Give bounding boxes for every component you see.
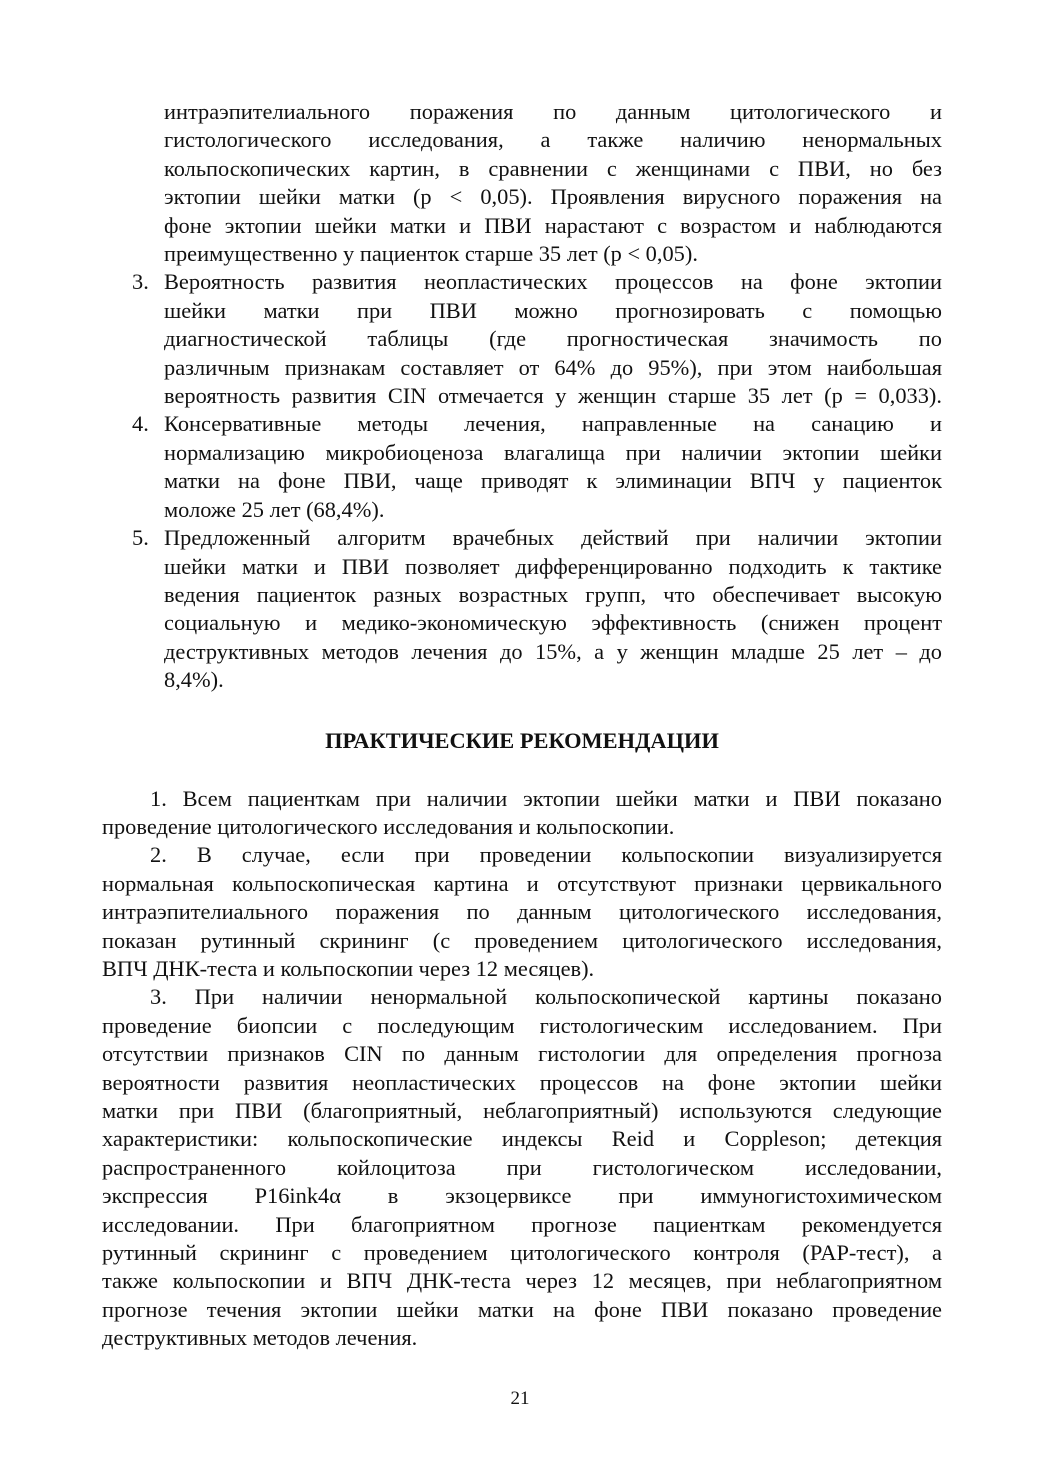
- recommendations: [102, 785, 942, 1353]
- text-line: гистологического исследования, а также наличию ненормальных: [164, 127, 942, 153]
- conclusions-list: [102, 268, 942, 694]
- item-number: 5.: [132, 525, 149, 551]
- text-line: 1. Всем пациенткам при наличии эктопии шейки матки и ПВИ показано: [150, 785, 942, 811]
- text-line: ВПЧ ДНК-теста и кольпоскопии через 12 месяцев).: [102, 955, 595, 981]
- text-line: шейки матки и ПВИ позволяет дифференцированно подходить к тактике: [164, 553, 942, 579]
- section-title: ПРАКТИЧЕСКИЕ РЕКОМЕНДАЦИИ: [325, 727, 719, 753]
- text-line: прогнозе течения эктопии шейки матки на фоне ПВИ показано проведение: [102, 1296, 942, 1322]
- text-line: Вероятность развития неопластических процессов на фоне эктопии: [164, 269, 942, 295]
- text-line: распространенного койлоцитоза при гистологическом исследовании,: [102, 1154, 942, 1180]
- item-number: 4.: [132, 411, 149, 437]
- text-line: 3. При наличии ненормальной кольпоскопической картины показано: [150, 984, 942, 1010]
- continuation-paragraph: [102, 98, 942, 268]
- conclusion-item: [102, 524, 942, 694]
- recommendation-item: [102, 785, 942, 842]
- text-line: характеристики: кольпоскопические индексы Reid и Coppleson; детекция: [102, 1126, 942, 1152]
- text-line: деструктивных методов лечения до 15%, а у женщин младше 25 лет – до: [164, 638, 942, 664]
- text-line: интраэпителиального поражения по данным цитологического и: [164, 99, 942, 124]
- page-number: 21: [510, 1388, 530, 1409]
- text-line: деструктивных методов лечения.: [102, 1325, 418, 1351]
- text-line: эктопии шейки матки (p < 0,05). Проявления вирусного поражения на: [164, 184, 942, 210]
- text-line: рутинный скрининг с проведением цитологического контроля (PAP-тест), а: [102, 1240, 942, 1266]
- recommendation-item: [102, 841, 942, 983]
- text-line: кольпоскопических картин, в сравнении с женщинами с ПВИ, но без: [164, 155, 942, 181]
- text-line: матки на фоне ПВИ, чаще приводят к элиминации ВПЧ у пациенток: [164, 468, 942, 494]
- text-line: 8,4%).: [164, 667, 224, 693]
- text-line: Консервативные методы лечения, направленные на санацию и: [164, 411, 942, 437]
- text-line: фоне эктопии шейки матки и ПВИ нарастают с возрастом и наблюдаются: [164, 212, 942, 238]
- text-line: нормальная кольпоскопическая картина и отсутствуют признаки цервикального: [102, 870, 942, 896]
- text-line: нормализацию микробиоценоза влагалища при наличии эктопии шейки: [164, 439, 942, 465]
- text-line: 2. В случае, если при проведении кольпоскопии визуализируется: [150, 842, 942, 868]
- text-line: Предложенный алгоритм врачебных действий при наличии эктопии: [164, 525, 942, 551]
- conclusion-item: [102, 410, 942, 524]
- text-line: преимущественно у пациенток старше 35 лет (p < 0,05).: [164, 241, 698, 267]
- recommendation-item: [102, 983, 942, 1352]
- text-line: проведение цитологического исследования и кольпоскопии.: [102, 813, 675, 839]
- text-line: исследовании. При благоприятном прогнозе пациенткам рекомендуется: [102, 1211, 942, 1237]
- conclusion-item: [102, 268, 942, 410]
- text-line: шейки матки при ПВИ можно прогнозировать с помощью: [164, 297, 942, 323]
- text-line: также кольпоскопии и ВПЧ ДНК-теста через 12 месяцев, при неблагоприятном: [102, 1268, 942, 1294]
- text-line: матки при ПВИ (благоприятный, неблагоприятный) используются следующие: [102, 1098, 942, 1123]
- text-line: различным признакам составляет от 64% до 95%), при этом наибольшая: [164, 354, 942, 380]
- text-line: социальную и медико-экономическую эффективность (снижен процент: [164, 610, 942, 636]
- text-line: отсутствии признаков CIN по данным гистологии для определения прогноза: [102, 1041, 942, 1067]
- text-line: вероятности развития неопластических процессов на фоне эктопии шейки: [102, 1069, 942, 1095]
- text-line: интраэпителиального поражения по данным цитологического исследования,: [102, 899, 942, 925]
- text-line: ведения пациенток разных возрастных групп, что обеспечивает высокую: [164, 581, 942, 607]
- text-line: проведение биопсии с последующим гистологическим исследованием. При: [102, 1012, 942, 1038]
- item-number: 3.: [132, 269, 149, 295]
- document-page: [102, 98, 942, 1353]
- text-line: экспрессия P16ink4α в экзоцервиксе при иммуногистохимическом: [102, 1183, 942, 1209]
- text-line: показан рутинный скрининг (с проведением цитологического исследования,: [102, 927, 942, 953]
- text-line: диагностической таблицы (где прогностическая значимость по: [164, 326, 942, 352]
- text-line: вероятность развития CIN отмечается у женщин старше 35 лет (p = 0,033).: [164, 383, 942, 409]
- text-line: моложе 25 лет (68,4%).: [164, 496, 385, 522]
